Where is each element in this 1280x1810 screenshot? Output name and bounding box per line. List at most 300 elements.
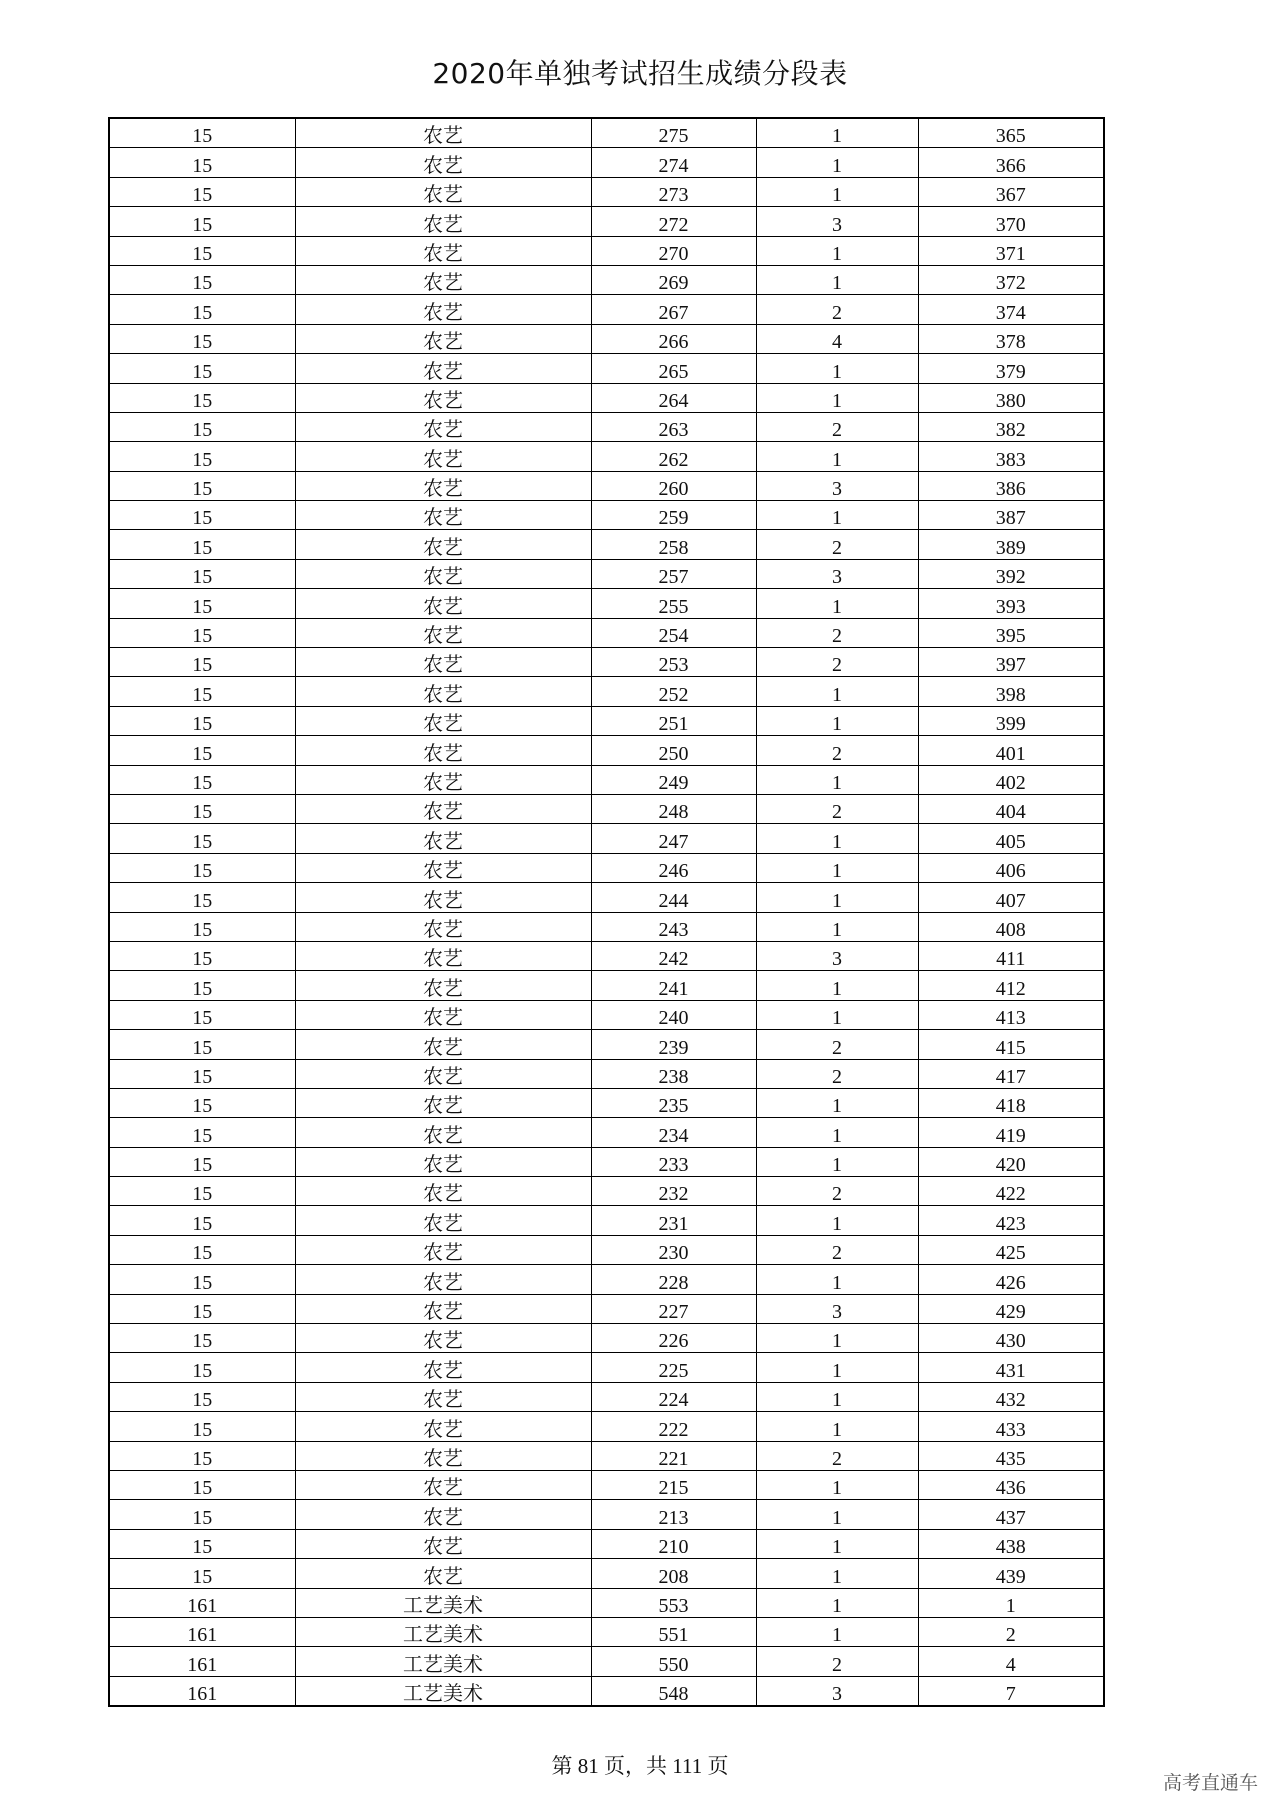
count-cell: 2 (756, 1030, 918, 1059)
cumulative-count-cell: 425 (918, 1235, 1104, 1264)
cumulative-count-cell: 431 (918, 1353, 1104, 1382)
score-cell: 222 (591, 1412, 756, 1441)
table-row (109, 295, 1104, 324)
cumulative-count-cell: 395 (918, 618, 1104, 647)
category-code-cell: 15 (109, 324, 295, 353)
count-cell: 1 (756, 1470, 918, 1499)
count-cell: 1 (756, 1147, 918, 1176)
category-code-cell: 15 (109, 706, 295, 735)
table-row (109, 853, 1104, 882)
category-name-cell: 农艺 (295, 1382, 591, 1411)
cumulative-count-cell: 419 (918, 1118, 1104, 1147)
category-code-cell: 15 (109, 1500, 295, 1529)
score-cell: 230 (591, 1235, 756, 1264)
category-code-cell: 15 (109, 883, 295, 912)
score-cell: 274 (591, 148, 756, 177)
category-code-cell: 15 (109, 1235, 295, 1264)
category-name-cell: 农艺 (295, 618, 591, 647)
count-cell: 2 (756, 1441, 918, 1470)
cumulative-count-cell: 383 (918, 442, 1104, 471)
count-cell: 1 (756, 971, 918, 1000)
count-cell: 1 (756, 1088, 918, 1117)
table-row (109, 765, 1104, 794)
score-cell: 242 (591, 941, 756, 970)
category-code-cell: 15 (109, 1000, 295, 1029)
category-code-cell: 15 (109, 1382, 295, 1411)
category-name-cell: 农艺 (295, 853, 591, 882)
category-code-cell: 15 (109, 1088, 295, 1117)
cumulative-count-cell: 420 (918, 1147, 1104, 1176)
category-name-cell: 农艺 (295, 1059, 591, 1088)
count-cell: 1 (756, 1000, 918, 1029)
category-code-cell: 161 (109, 1647, 295, 1676)
cumulative-count-cell: 422 (918, 1177, 1104, 1206)
score-cell: 225 (591, 1353, 756, 1382)
score-cell: 553 (591, 1588, 756, 1617)
category-name-cell: 农艺 (295, 1030, 591, 1059)
table-row (109, 736, 1104, 765)
cumulative-count-cell: 408 (918, 912, 1104, 941)
category-name-cell: 农艺 (295, 412, 591, 441)
category-name-cell: 农艺 (295, 118, 591, 148)
cumulative-count-cell: 380 (918, 383, 1104, 412)
category-name-cell: 农艺 (295, 765, 591, 794)
score-cell: 221 (591, 1441, 756, 1470)
count-cell: 1 (756, 265, 918, 294)
category-code-cell: 15 (109, 1294, 295, 1323)
score-cell: 258 (591, 530, 756, 559)
count-cell: 1 (756, 442, 918, 471)
table-body (109, 118, 1104, 1706)
category-code-cell: 161 (109, 1617, 295, 1646)
category-name-cell: 农艺 (295, 383, 591, 412)
cumulative-count-cell: 367 (918, 177, 1104, 206)
table-row (109, 824, 1104, 853)
count-cell: 2 (756, 295, 918, 324)
category-name-cell: 农艺 (295, 354, 591, 383)
category-code-cell: 15 (109, 941, 295, 970)
score-cell: 247 (591, 824, 756, 853)
cumulative-count-cell: 402 (918, 765, 1104, 794)
category-code-cell: 15 (109, 765, 295, 794)
count-cell: 2 (756, 618, 918, 647)
cumulative-count-cell: 435 (918, 1441, 1104, 1470)
table-row (109, 530, 1104, 559)
category-code-cell: 15 (109, 236, 295, 265)
count-cell: 1 (756, 1412, 918, 1441)
watermark: 高考直通车 (1162, 1772, 1258, 1794)
cumulative-count-cell: 397 (918, 648, 1104, 677)
score-cell: 275 (591, 118, 756, 148)
table-row (109, 1617, 1104, 1646)
table-row (109, 648, 1104, 677)
count-cell: 1 (756, 1324, 918, 1353)
cumulative-count-cell: 392 (918, 559, 1104, 588)
count-cell: 2 (756, 1235, 918, 1264)
score-cell: 213 (591, 1500, 756, 1529)
table-row (109, 265, 1104, 294)
category-code-cell: 15 (109, 1177, 295, 1206)
category-code-cell: 15 (109, 589, 295, 618)
category-name-cell: 农艺 (295, 1088, 591, 1117)
score-cell: 246 (591, 853, 756, 882)
cumulative-count-cell: 437 (918, 1500, 1104, 1529)
table-row (109, 324, 1104, 353)
score-cell: 260 (591, 471, 756, 500)
count-cell: 1 (756, 824, 918, 853)
table-row (109, 1588, 1104, 1617)
category-name-cell: 农艺 (295, 1470, 591, 1499)
count-cell: 2 (756, 412, 918, 441)
category-name-cell: 农艺 (295, 1265, 591, 1294)
cumulative-count-cell: 1 (918, 1588, 1104, 1617)
table-row (109, 618, 1104, 647)
cumulative-count-cell: 418 (918, 1088, 1104, 1117)
count-cell: 2 (756, 1059, 918, 1088)
count-cell: 1 (756, 706, 918, 735)
category-code-cell: 15 (109, 1412, 295, 1441)
score-cell: 228 (591, 1265, 756, 1294)
category-code-cell: 15 (109, 265, 295, 294)
cumulative-count-cell: 407 (918, 883, 1104, 912)
count-cell: 1 (756, 1206, 918, 1235)
category-code-cell: 15 (109, 412, 295, 441)
score-cell: 244 (591, 883, 756, 912)
score-cell: 231 (591, 1206, 756, 1235)
category-name-cell: 农艺 (295, 177, 591, 206)
page-number: 第 81 页，共 111 页 (551, 1754, 729, 1778)
category-name-cell: 农艺 (295, 1000, 591, 1029)
count-cell: 1 (756, 883, 918, 912)
score-cell: 270 (591, 236, 756, 265)
score-distribution-table (108, 117, 1105, 1707)
category-name-cell: 农艺 (295, 971, 591, 1000)
count-cell: 1 (756, 589, 918, 618)
count-cell: 1 (756, 354, 918, 383)
table-row (109, 1177, 1104, 1206)
category-code-cell: 15 (109, 530, 295, 559)
cumulative-count-cell: 404 (918, 794, 1104, 823)
score-cell: 253 (591, 648, 756, 677)
category-code-cell: 15 (109, 1324, 295, 1353)
category-code-cell: 15 (109, 383, 295, 412)
score-cell: 241 (591, 971, 756, 1000)
table-row (109, 1676, 1104, 1706)
table-row (109, 912, 1104, 941)
table-row (109, 1206, 1104, 1235)
category-code-cell: 15 (109, 559, 295, 588)
category-code-cell: 15 (109, 1353, 295, 1382)
cumulative-count-cell: 387 (918, 501, 1104, 530)
cumulative-count-cell: 2 (918, 1617, 1104, 1646)
count-cell: 3 (756, 559, 918, 588)
score-cell: 257 (591, 559, 756, 588)
score-cell: 227 (591, 1294, 756, 1323)
count-cell: 2 (756, 794, 918, 823)
score-cell: 239 (591, 1030, 756, 1059)
count-cell: 1 (756, 1500, 918, 1529)
table-row (109, 1059, 1104, 1088)
category-code-cell: 15 (109, 177, 295, 206)
score-cell: 208 (591, 1559, 756, 1588)
category-name-cell: 农艺 (295, 1206, 591, 1235)
category-name-cell: 农艺 (295, 530, 591, 559)
category-name-cell: 农艺 (295, 1118, 591, 1147)
cumulative-count-cell: 389 (918, 530, 1104, 559)
table-row (109, 1147, 1104, 1176)
count-cell: 3 (756, 941, 918, 970)
table-row (109, 1235, 1104, 1264)
cumulative-count-cell: 7 (918, 1676, 1104, 1706)
category-code-cell: 15 (109, 207, 295, 236)
table-row (109, 118, 1104, 148)
score-cell: 234 (591, 1118, 756, 1147)
category-name-cell: 农艺 (295, 736, 591, 765)
count-cell: 1 (756, 148, 918, 177)
table-row (109, 354, 1104, 383)
table-row (109, 883, 1104, 912)
category-name-cell: 农艺 (295, 648, 591, 677)
table-row (109, 1088, 1104, 1117)
count-cell: 1 (756, 765, 918, 794)
category-code-cell: 15 (109, 295, 295, 324)
category-code-cell: 15 (109, 442, 295, 471)
table-row (109, 794, 1104, 823)
cumulative-count-cell: 378 (918, 324, 1104, 353)
table-row (109, 589, 1104, 618)
cumulative-count-cell: 372 (918, 265, 1104, 294)
category-code-cell: 15 (109, 1059, 295, 1088)
cumulative-count-cell: 398 (918, 677, 1104, 706)
category-name-cell: 农艺 (295, 1235, 591, 1264)
count-cell: 1 (756, 236, 918, 265)
score-cell: 251 (591, 706, 756, 735)
cumulative-count-cell: 374 (918, 295, 1104, 324)
score-cell: 232 (591, 1177, 756, 1206)
category-name-cell: 农艺 (295, 912, 591, 941)
category-name-cell: 工艺美术 (295, 1588, 591, 1617)
table-row (109, 471, 1104, 500)
category-code-cell: 15 (109, 1441, 295, 1470)
category-name-cell: 农艺 (295, 1177, 591, 1206)
cumulative-count-cell: 415 (918, 1030, 1104, 1059)
cumulative-count-cell: 379 (918, 354, 1104, 383)
count-cell: 1 (756, 177, 918, 206)
count-cell: 1 (756, 853, 918, 882)
table-row (109, 1294, 1104, 1323)
score-cell: 255 (591, 589, 756, 618)
cumulative-count-cell: 429 (918, 1294, 1104, 1323)
table-row (109, 1118, 1104, 1147)
cumulative-count-cell: 406 (918, 853, 1104, 882)
category-code-cell: 15 (109, 1559, 295, 1588)
cumulative-count-cell: 433 (918, 1412, 1104, 1441)
count-cell: 1 (756, 677, 918, 706)
count-cell: 1 (756, 1529, 918, 1558)
cumulative-count-cell: 371 (918, 236, 1104, 265)
category-name-cell: 农艺 (295, 1353, 591, 1382)
count-cell: 1 (756, 1353, 918, 1382)
score-cell: 250 (591, 736, 756, 765)
category-code-cell: 15 (109, 501, 295, 530)
cumulative-count-cell: 432 (918, 1382, 1104, 1411)
count-cell: 1 (756, 383, 918, 412)
table-row (109, 1647, 1104, 1676)
table-row (109, 1382, 1104, 1411)
score-cell: 224 (591, 1382, 756, 1411)
category-name-cell: 农艺 (295, 1500, 591, 1529)
cumulative-count-cell: 430 (918, 1324, 1104, 1353)
category-code-cell: 15 (109, 794, 295, 823)
category-name-cell: 农艺 (295, 706, 591, 735)
score-cell: 210 (591, 1529, 756, 1558)
score-cell: 226 (591, 1324, 756, 1353)
cumulative-count-cell: 393 (918, 589, 1104, 618)
table-row (109, 1559, 1104, 1588)
table-row (109, 1529, 1104, 1558)
count-cell: 2 (756, 648, 918, 677)
score-cell: 272 (591, 207, 756, 236)
count-cell: 1 (756, 1559, 918, 1588)
score-cell: 249 (591, 765, 756, 794)
table-row (109, 236, 1104, 265)
table-row (109, 501, 1104, 530)
category-name-cell: 农艺 (295, 941, 591, 970)
count-cell: 1 (756, 912, 918, 941)
score-cell: 269 (591, 265, 756, 294)
category-name-cell: 农艺 (295, 236, 591, 265)
table-row (109, 1470, 1104, 1499)
count-cell: 1 (756, 1617, 918, 1646)
category-code-cell: 161 (109, 1588, 295, 1617)
table-row (109, 177, 1104, 206)
table-row (109, 706, 1104, 735)
cumulative-count-cell: 386 (918, 471, 1104, 500)
category-code-cell: 15 (109, 1118, 295, 1147)
table-row (109, 412, 1104, 441)
cumulative-count-cell: 436 (918, 1470, 1104, 1499)
category-name-cell: 农艺 (295, 148, 591, 177)
score-cell: 243 (591, 912, 756, 941)
category-code-cell: 15 (109, 736, 295, 765)
count-cell: 1 (756, 1118, 918, 1147)
cumulative-count-cell: 439 (918, 1559, 1104, 1588)
category-name-cell: 农艺 (295, 794, 591, 823)
score-cell: 265 (591, 354, 756, 383)
table-row (109, 677, 1104, 706)
score-cell: 551 (591, 1617, 756, 1646)
score-cell: 550 (591, 1647, 756, 1676)
score-cell: 254 (591, 618, 756, 647)
count-cell: 2 (756, 1647, 918, 1676)
category-code-cell: 15 (109, 618, 295, 647)
cumulative-count-cell: 405 (918, 824, 1104, 853)
category-name-cell: 农艺 (295, 1294, 591, 1323)
category-code-cell: 15 (109, 971, 295, 1000)
category-code-cell: 161 (109, 1676, 295, 1706)
table-row (109, 383, 1104, 412)
category-code-cell: 15 (109, 1206, 295, 1235)
table-row (109, 1030, 1104, 1059)
category-name-cell: 农艺 (295, 295, 591, 324)
cumulative-count-cell: 423 (918, 1206, 1104, 1235)
category-code-cell: 15 (109, 912, 295, 941)
cumulative-count-cell: 365 (918, 118, 1104, 148)
cumulative-count-cell: 370 (918, 207, 1104, 236)
category-code-cell: 15 (109, 1265, 295, 1294)
score-cell: 252 (591, 677, 756, 706)
category-name-cell: 农艺 (295, 1147, 591, 1176)
cumulative-count-cell: 438 (918, 1529, 1104, 1558)
table-row (109, 1000, 1104, 1029)
score-cell: 240 (591, 1000, 756, 1029)
cumulative-count-cell: 4 (918, 1647, 1104, 1676)
table-row (109, 1412, 1104, 1441)
category-code-cell: 15 (109, 677, 295, 706)
page-title: 2020年单独考试招生成绩分段表 (432, 57, 848, 90)
category-name-cell: 农艺 (295, 1559, 591, 1588)
table-row (109, 442, 1104, 471)
score-cell: 548 (591, 1676, 756, 1706)
cumulative-count-cell: 382 (918, 412, 1104, 441)
cumulative-count-cell: 426 (918, 1265, 1104, 1294)
score-cell: 262 (591, 442, 756, 471)
category-code-cell: 15 (109, 1529, 295, 1558)
category-name-cell: 农艺 (295, 1324, 591, 1353)
table-row (109, 1441, 1104, 1470)
table-row (109, 1265, 1104, 1294)
count-cell: 2 (756, 1177, 918, 1206)
category-name-cell: 农艺 (295, 1412, 591, 1441)
score-cell: 238 (591, 1059, 756, 1088)
score-cell: 259 (591, 501, 756, 530)
cumulative-count-cell: 417 (918, 1059, 1104, 1088)
score-cell: 235 (591, 1088, 756, 1117)
score-cell: 233 (591, 1147, 756, 1176)
table-row (109, 941, 1104, 970)
category-name-cell: 农艺 (295, 471, 591, 500)
category-name-cell: 农艺 (295, 207, 591, 236)
cumulative-count-cell: 413 (918, 1000, 1104, 1029)
category-code-cell: 15 (109, 1470, 295, 1499)
count-cell: 3 (756, 1676, 918, 1706)
category-name-cell: 农艺 (295, 824, 591, 853)
score-cell: 248 (591, 794, 756, 823)
cumulative-count-cell: 411 (918, 941, 1104, 970)
score-cell: 215 (591, 1470, 756, 1499)
count-cell: 1 (756, 118, 918, 148)
category-name-cell: 农艺 (295, 589, 591, 618)
score-cell: 266 (591, 324, 756, 353)
table-row (109, 207, 1104, 236)
score-cell: 263 (591, 412, 756, 441)
count-cell: 1 (756, 1265, 918, 1294)
count-cell: 4 (756, 324, 918, 353)
cumulative-count-cell: 412 (918, 971, 1104, 1000)
category-code-cell: 15 (109, 824, 295, 853)
count-cell: 1 (756, 501, 918, 530)
category-name-cell: 农艺 (295, 265, 591, 294)
count-cell: 2 (756, 530, 918, 559)
category-code-cell: 15 (109, 148, 295, 177)
category-code-cell: 15 (109, 1147, 295, 1176)
table-row (109, 559, 1104, 588)
category-name-cell: 农艺 (295, 883, 591, 912)
category-name-cell: 农艺 (295, 1529, 591, 1558)
count-cell: 3 (756, 207, 918, 236)
category-name-cell: 农艺 (295, 677, 591, 706)
score-cell: 264 (591, 383, 756, 412)
